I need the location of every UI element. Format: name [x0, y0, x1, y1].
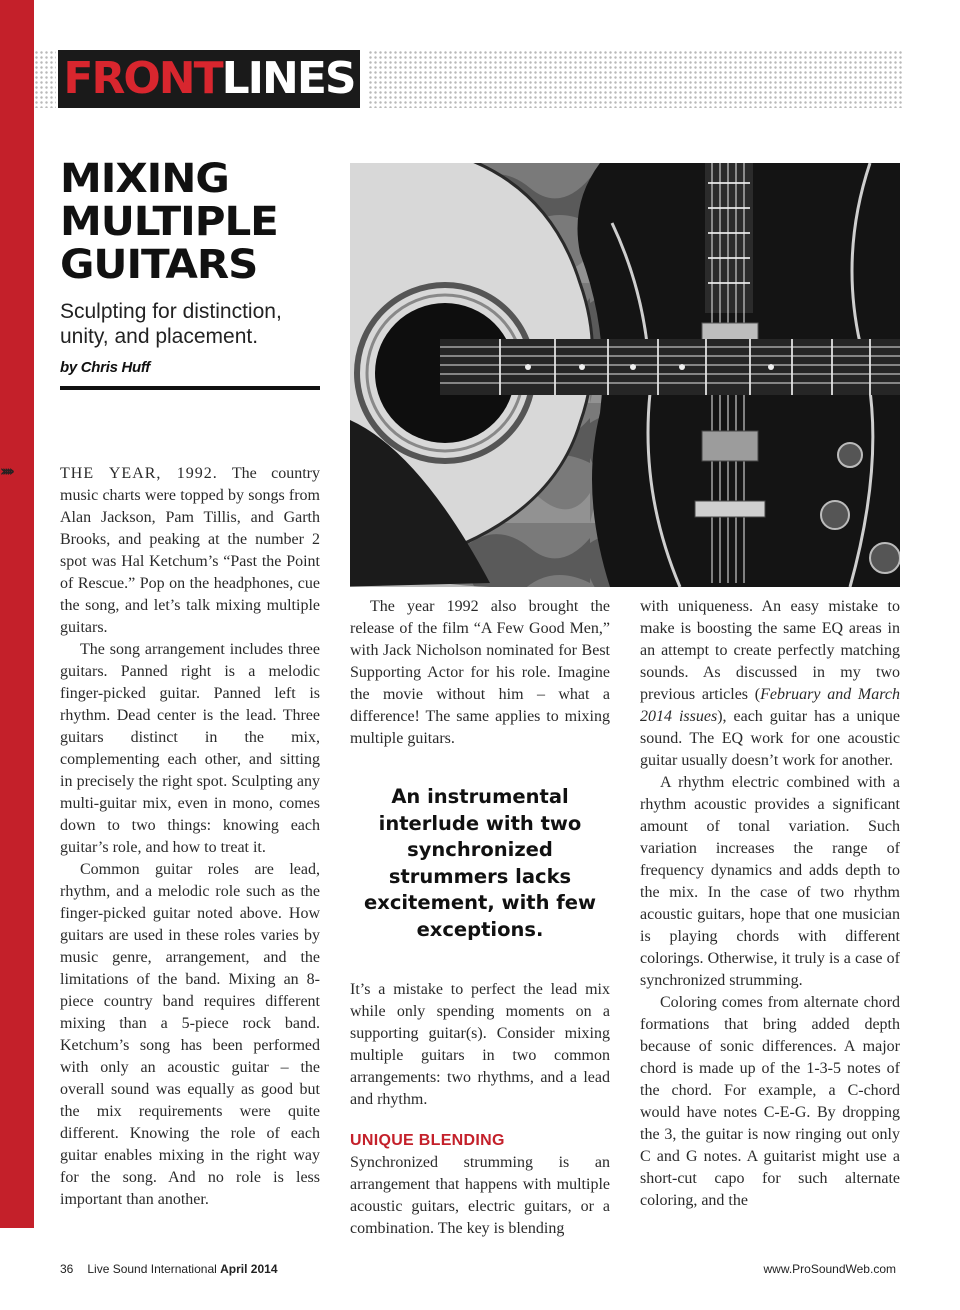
- col3-issue-reference: February and March 2014 issues: [640, 686, 900, 725]
- pull-quote: An instrumental interlude with two synchronized strummers lacks excitement, with few exceptions.: [364, 785, 596, 941]
- masthead-front: FRONT: [63, 53, 222, 104]
- col3-paragraph-1-pre: with uniqueness. An easy mistake to make is boosting the same EQ areas in an attempt to create perfectly matching sounds. As discussed in my two previous articles (: [640, 598, 900, 703]
- col1-paragraph-3: Common guitar roles are lead, rhythm, and a melodic role such as the finger-picked guitar noted above. How guitars are used in these roles varies by music genre, arrangement, and the limitations of the band. Mixing an 8-piece country band requires different mixing than a 5-piece rock band. Ketchum’s song has been performed with only an acoustic guitar – the overall sound was equally as good but the mix requirements were quite different. Knowing the role of each guitar enables mixing in the right way for the song. And no role is less important than another.: [60, 861, 320, 1208]
- section-masthead: [58, 50, 360, 108]
- masthead-lines: LINES: [221, 53, 355, 104]
- col3-paragraph-2: A rhythm electric combined with a rhythm acoustic provides a significant amount of tonal variation. Such variation increases the range of frequency dynamics and adds depth to the mix. In the case of two rhythm acoustic guitars, hope that one musician is playing chords with different colorings. Otherwise, it truly is a case of synchronized strumming.: [640, 774, 900, 989]
- left-red-bar: [0, 0, 34, 1228]
- footer-website: www.ProSoundWeb.com: [763, 1262, 896, 1276]
- publication-name: Live Sound International: [87, 1262, 217, 1276]
- article-title: MIXING MULTIPLE GUITARS: [60, 156, 278, 288]
- col3-paragraph-1-post: ), each guitar has a unique sound. The EQ work for one acoustic guitar usually doesn’t work for another.: [640, 708, 900, 769]
- col2-paragraph-1: The year 1992 also brought the release of the film “A Few Good Men,” with Jack Nicholson nominated for Best Supporting Actor for his role. Imagine the movie without him – what a difference! The same applies to mixing multiple guitars.: [350, 598, 610, 747]
- guitars-photo-illustration: [350, 163, 900, 587]
- column-3: [640, 596, 900, 1212]
- article-subtitle: Sculpting for distinction, unity, and placement.: [60, 300, 282, 348]
- column-2: [350, 596, 610, 1240]
- col1-paragraph-2: The song arrangement includes three guitars. Panned right is a melodic finger-picked guitar. Panned left is rhythm. Dead center is the lead. Three guitars distinct in the mix, complementing each other, and sitting in precisely the right spot. Sculpting any multi-guitar mix, even in mono, comes down to two things: knowing each guitar’s role, and how to treat it.: [60, 641, 320, 856]
- col3-paragraph-1: [640, 596, 900, 772]
- lead-marker-icon: ›››››: [0, 462, 11, 480]
- col2-paragraph-2: It’s a mistake to perfect the lead mix while only spending moments on a supporting guitar(s). Consider mixing multiple guitars in two common arrangements: two rhythms, and a lead and rhythm.: [350, 981, 610, 1108]
- article-byline: by Chris Huff: [60, 359, 150, 376]
- col3-paragraph-3: Coloring comes from alternate chord formations that bring added depth because of sonic differences. A major chord is made up of the 1-3-5 notes of the chord. For example, a C-chord would have notes C-E-G. By dropping the 3, the guitar is now ringing out only C and G notes. A guitarist might use a short-cut capo for such alternate coloring, and the: [640, 994, 900, 1209]
- column-1: [60, 463, 320, 1211]
- col2-paragraph-3: Synchronized strumming is an arrangement that happens with multiple acoustic guitars, electric guitars, or a combination. The key is blending: [350, 1154, 610, 1237]
- dot-pattern-right: [368, 50, 902, 108]
- title-rule: [60, 386, 320, 390]
- issue-date: April 2014: [220, 1262, 278, 1276]
- dot-pattern-left: [34, 50, 56, 108]
- lead-in: THE YEAR, 1992.: [60, 465, 218, 482]
- col1-paragraph-1-text: The country music charts were topped by songs from Alan Jackson, Pam Tillis, and Garth Brooks, and peaking at the number 2 spot was Hal Ketchum’s “Past the Point of Rescue.” Pop on the headphones, cue the song, and let’s talk mixing multiple guitars.: [60, 465, 320, 636]
- footer-left: [60, 1262, 278, 1276]
- page-number: 36: [60, 1262, 74, 1276]
- subhead-unique-blending: UNIQUE BLENDING: [350, 1132, 505, 1149]
- guitars-photo: [350, 163, 900, 587]
- col1-paragraph-1: [60, 463, 320, 639]
